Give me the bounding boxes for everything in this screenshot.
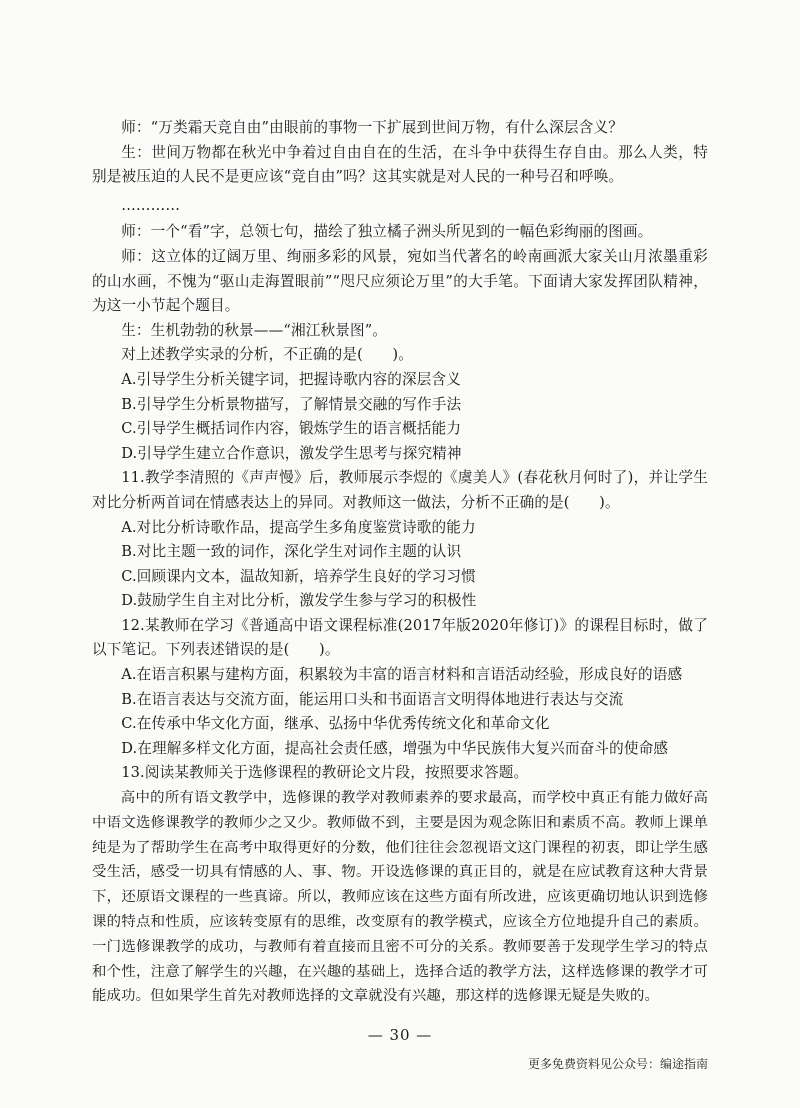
question-10-option-c: C.引导学生概括词作内容，锻炼学生的语言概括能力 [121,420,462,438]
question-12-option-a: A.在语言积累与建构方面，积累较为丰富的语言材料和言语活动经验，形成良好的语感 [121,666,683,684]
page-number: — 30 — [367,1026,433,1044]
dialogue-line: 师：一个“看”字，总领七句，描绘了独立橘子洲头所见到的一幅色彩绚丽的图画。 [121,223,653,241]
question-12-stem: 12.某教师在学习《普通高中语文课程标准(2017年版2020年修订)》的课程目标时，做了以下笔记。下列表述错误的是( )。 [92,616,708,659]
dialogue-line: 师：这立体的辽阔万里、绚丽多彩的风景，宛如当代著名的岭南画派大家关山月浓墨重彩的山水画，不愧为“驱山走海置眼前”“咫尺应须论万里”的大手笔。下面请大家发挥团队精神，为这一小节起个题目。 [92,247,708,315]
page-content [92,116,708,1009]
question-11-option-a: A.对比分析诗歌作品，提高学生多角度鉴赏诗歌的能力 [121,518,476,536]
question-13-stem: 13.阅读某教师关于选修课程的教研论文片段，按照要求答题。 [121,764,529,782]
question-12-option-d: D.在理解多样文化方面，提高社会责任感，增强为中华民族伟大复兴而奋斗的使命感 [121,739,669,757]
question-10-option-d: D.引导学生建立合作意识，激发学生思考与探究精神 [121,444,462,462]
question-13-essay: 高中的所有语文教学中，选修课的教学对教师素养的要求最高，而学校中真正有能力做好高中语文选修课教学的教师少之又少。教师做不到，主要是因为观念陈旧和素质不高。教师上课单纯是为了帮助学生在高考中取得更好的分数，他们往往会忽视语文这门课程的初衷，即让学生感受生活，感受一切具有情感的人、事、物。开设选修课的真正目的，就是在应试教育这种大背景下，还原语文课程的一些真谛。所以，教师应该在这些方面有所改进，应该更确切地认识到选修课的特点和性质，应该转变原有的思维，改变原有的教学模式，应该全方位地提升自己的素质。一门选修课教学的成功，与教师有着直接而且密不可分的关系。教师要善于发现学生学习的特点和个性，注意了解学生的兴趣，在兴趣的基础上，选择合适的教学方法，这样选修课的教学才可能成功。但如果学生首先对教师选择的文章就没有兴趣，那这样的选修课无疑是失败的。 [92,790,708,1005]
question-11-option-d: D.鼓励学生自主对比分析，激发学生参与学习的积极性 [121,592,477,610]
ellipsis-line: ………… [121,196,181,214]
question-10-option-a: A.引导学生分析关键字词，把握诗歌内容的深层含义 [121,370,462,388]
question-12-option-c: C.在传承中华文化方面，继承、弘扬中华优秀传统文化和革命文化 [121,715,550,733]
dialogue-line: 师：“万类霜天竞自由”由眼前的事物一下扩展到世间万物，有什么深层含义？ [121,119,623,136]
dialogue-line: 生：生机勃勃的秋景——“湘江秋景图”。 [121,321,388,339]
question-10-stem: 对上述教学实录的分析，不正确的是( )。 [121,346,414,364]
question-11-option-b: B.对比主题一致的词作，深化学生对词作主题的认识 [121,543,462,561]
question-11-option-c: C.回顾课内文本，温故知新，培养学生良好的学习习惯 [121,567,476,585]
footer-note: 更多免费资料见公众号：编途指南 [527,1057,708,1071]
question-12-option-b: B.在语言表达与交流方面，能运用口头和书面语言文明得体地进行表达与交流 [121,690,624,708]
dialogue-line: 生：世间万物都在秋光中争着过自由自在的生活，在斗争中获得生存自由。那么人类，特别是被压迫的人民不是更应该“竞自由”吗？这其实就是对人民的一种号召和呼唤。 [92,143,708,186]
question-11-stem: 11.教学李清照的《声声慢》后，教师展示李煜的《虞美人》(春花秋月何时了)，并让学生对比分析两首词在情感表达上的异同。对教师这一做法，分析不正确的是( )。 [92,469,708,511]
question-10-option-b: B.引导学生分析景物描写，了解情景交融的写作手法 [121,395,462,413]
